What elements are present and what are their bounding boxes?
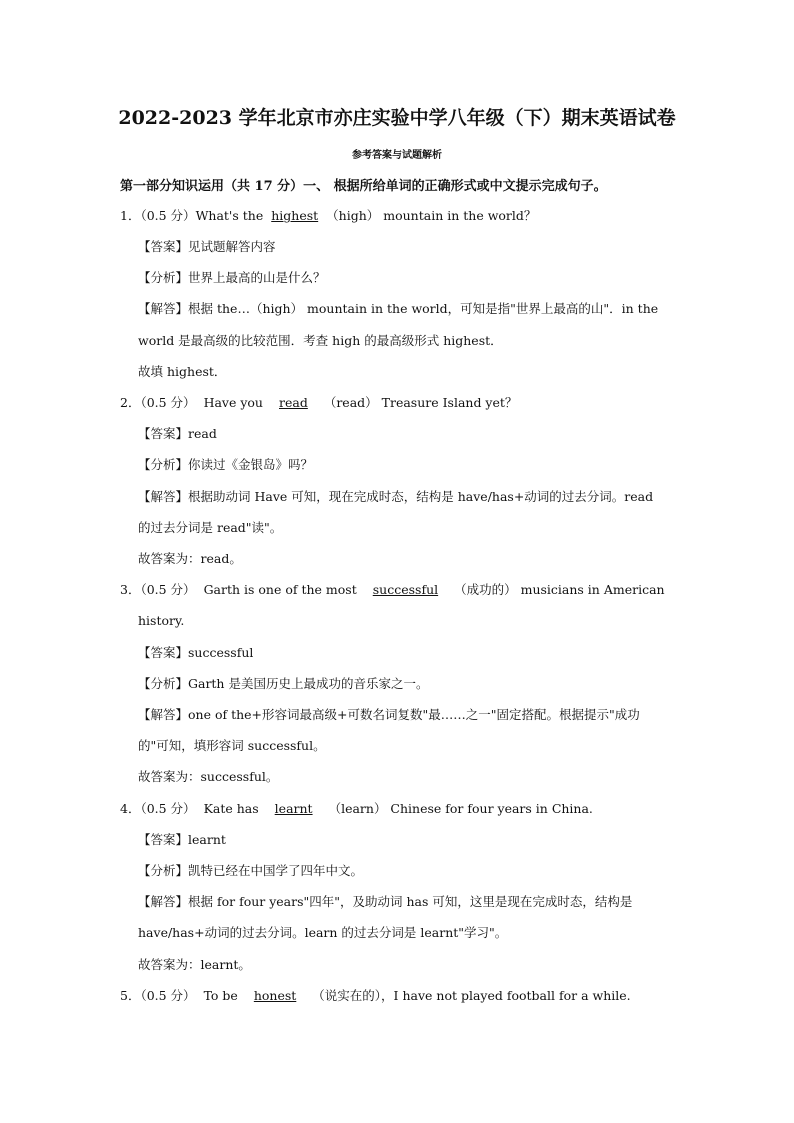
analysis-line: 【分析】世界上最高的山是什么？ [138,270,326,285]
analysis-line: 【分析】你读过《金银岛》吗？ [138,457,314,472]
question-5 [120,986,631,1006]
solution-line: world 是最高级的比较范围．考查 high 的最高级形式 highest． [138,333,503,348]
fill-line: 故填 highest． [138,364,227,379]
question-text-after: （learn） Chinese for four years in China. [328,801,593,816]
solution-line: have/has+动词的过去分词。learn 的过去分词是 learnt"学习"。 [138,925,508,940]
question-text-before: Have you [203,395,263,410]
fill-line: 故答案为：read。 [138,551,242,566]
question-3 [120,580,665,600]
page-title: 2022-2023 学年北京市亦庄实验中学八年级（下）期末英语试卷 [118,107,676,129]
answer-line: 【答案】见试题解答内容 [138,239,276,254]
question-1 [120,206,536,226]
question-text-after: （成功的） musicians in American [454,582,665,597]
analysis-line: 【分析】Garth 是美国历史上最成功的音乐家之一。 [138,676,429,691]
solution-line: 【解答】根据助动词 Have 可知，现在完成时态，结构是 have/has+动词的过去分词。read [138,489,654,504]
solution-line: 【解答】one of the+形容词最高级+可数名词复数"最……之一"固定搭配。根据提示"成功 [138,707,640,722]
question-number: 1．（0.5 分） [120,208,196,223]
section-heading: 第一部分知识运用（共 17 分）一、 根据所给单词的正确形式或中文提示完成句子。 [120,179,607,194]
question-number: 3．（0.5 分） [120,582,196,597]
question-text-after: （说实在的），I have not played football for a while. [312,988,631,1003]
answer-blank: read [279,395,308,410]
page-subtitle: 参考答案与试题解析 [352,150,442,161]
solution-line: 【解答】根据 for four years"四年"，及助动词 has 可知，这里是现在完成时态，结构是 [138,894,633,909]
question-text-after: （high） mountain in the world？ [326,208,537,223]
analysis-line: 【分析】凯特已经在中国学了四年中文。 [138,863,364,878]
question-continuation: history. [138,613,185,628]
fill-line: 故答案为：successful。 [138,769,279,784]
question-text-before: Garth is one of the most [203,582,357,597]
answer-blank: highest [271,208,319,223]
question-text-before: To be [203,988,238,1003]
answer-line: 【答案】read [138,426,217,441]
fill-line: 故答案为：learnt。 [138,957,251,972]
answer-blank: honest [253,988,297,1003]
question-number: 5．（0.5 分） [120,988,196,1003]
solution-line: 【解答】根据 the…（high） mountain in the world，可知是指"世界上最高的山"．in the [138,301,659,316]
question-number: 4．（0.5 分） [120,801,196,816]
question-2 [120,393,517,413]
solution-line: 的"可知，填形容词 successful。 [138,738,326,753]
question-text-after: （read） Treasure Island yet？ [323,395,518,410]
question-number: 2．（0.5 分） [120,395,196,410]
question-4 [120,799,593,819]
solution-line: 的过去分词是 read"读"。 [138,520,283,535]
answer-blank: learnt [274,801,313,816]
answer-line: 【答案】learnt [138,832,226,847]
question-text-before: What's the [195,208,264,223]
answer-blank: successful [372,582,439,597]
question-text-before: Kate has [203,801,259,816]
answer-line: 【答案】successful [138,645,254,660]
